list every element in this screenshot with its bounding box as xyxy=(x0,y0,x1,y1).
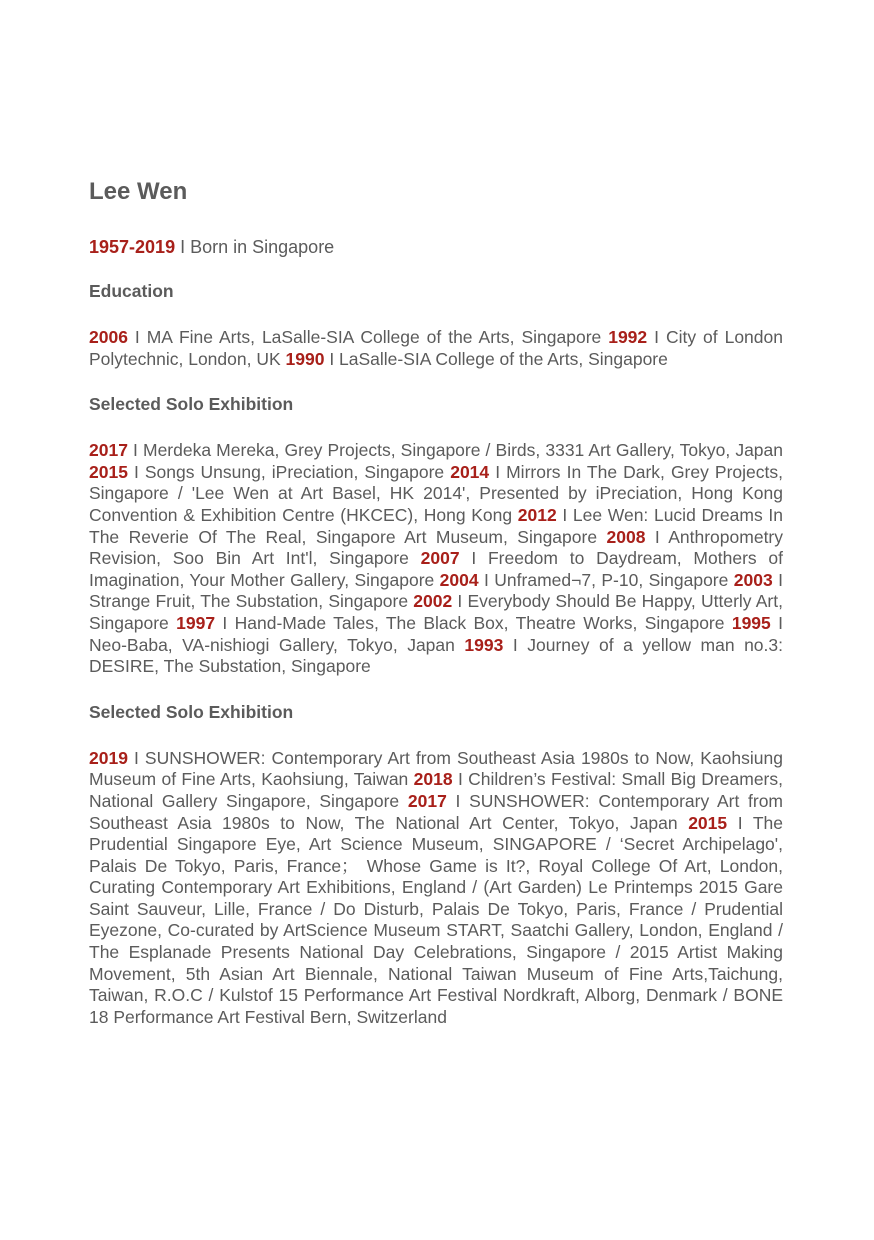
entry-year: 1990 xyxy=(285,348,325,369)
entry-year: 1997 xyxy=(176,612,216,633)
cv-page xyxy=(89,176,783,1050)
entry-text: I Everybody Should Be Happy, Utterly Art, Singapore xyxy=(89,591,783,633)
entry-text: I City of London Polytechnic, London, UK xyxy=(89,327,783,369)
entry-year: 2008 xyxy=(606,526,646,547)
entry-text: I The Prudential Singapore Eye, Art Science Museum, SINGAPORE / ‘Secret Archipelago', Palais De Tokyo, Paris, France； Whose Game is It?, Royal College Of Art, London, Curating Contemporary Art Exhibitions, England / (Art Garden) Le Printemps 2015 Gare Saint Sauveur, Lille, France / Do Disturb, Palais De Tokyo, Paris, France / Prudential Eyezone, Co-curated by ArtScience Museum START, Saatchi Gallery, London, England / The Esplanade Presents National Day Celebrations, Singapore / 2015 Artist Making Movement, 5th Asian Art Biennale, National Taiwan Museum of Fine Arts,Taichung, Taiwan, R.O.C / Kulstof 15 Performance Art Festival Nordkraft, Alborg, Denmark / BONE 18 Performance Art Festival Bern, Switzerland xyxy=(89,812,783,1027)
entry-text: I Journey of a yellow man no.3: DESIRE, The Substation, Singapore xyxy=(89,634,783,677)
entry-year: 2015 xyxy=(688,812,728,833)
entry-year: 2017 xyxy=(407,790,447,811)
entry-year: 2014 xyxy=(450,461,490,482)
entry-year: 1992 xyxy=(608,327,648,347)
cv-sections xyxy=(89,279,783,1028)
entry-text: I MA Fine Arts, LaSalle-SIA College of the Arts, Singapore xyxy=(127,327,609,347)
entry-year: 2004 xyxy=(439,569,479,590)
entry-year: 1995 xyxy=(731,612,771,633)
entry-text: I Children’s Festival: Small Big Dreamers, National Gallery Singapore, Singapore xyxy=(89,769,783,811)
section-heading: Education xyxy=(89,281,174,301)
entry-text: I SUNSHOWER: Contemporary Art from Southeast Asia 1980s to Now, The National Art Center, Tokyo, Japan xyxy=(89,790,784,833)
entry-year: 2012 xyxy=(517,504,557,525)
entry-year: 2003 xyxy=(733,569,773,590)
entry-text: I Hand-Made Tales, The Black Box, Theatre Works, Singapore xyxy=(215,612,732,633)
section-entries xyxy=(89,748,783,1029)
entry-text: I Merdeka Mereka, Grey Projects, Singapore / Birds, 3331 Art Gallery, Tokyo, Japan xyxy=(127,440,783,461)
entry-year: 2006 xyxy=(89,327,128,347)
entry-year: 2017 xyxy=(89,440,128,461)
entry-year: 2002 xyxy=(413,591,453,612)
entry-year: 1993 xyxy=(464,634,504,655)
entry-text: I Neo-Baba, VA-nishiogi Gallery, Tokyo, Japan xyxy=(89,612,783,655)
entry-text: I Songs Unsung, iPreciation, Singapore xyxy=(127,461,451,482)
entry-text: I LaSalle-SIA College of the Arts, Singapore xyxy=(324,348,668,369)
entry-text: I Lee Wen: Lucid Dreams In The Reverie Of The Real, Singapore Art Museum, Singapore xyxy=(89,504,783,547)
life-years: 1957-2019 xyxy=(89,237,176,257)
entry-year: 2018 xyxy=(413,769,453,790)
entry-text: I Strange Fruit, The Substation, Singapore xyxy=(89,569,783,612)
entry-year: 2019 xyxy=(89,747,128,768)
section-entries xyxy=(89,327,783,370)
entry-year: 2007 xyxy=(420,548,460,569)
entry-text: I Anthropometry Revision, Soo Bin Art Int'l, Singapore xyxy=(89,526,784,569)
entry-text: I SUNSHOWER: Contemporary Art from Southeast Asia 1980s to Now, Kaohsiung Museum of Fine Arts, Kaohsiung, Taiwan xyxy=(89,747,783,790)
entry-text: I Mirrors In The Dark, Grey Projects, Singapore / 'Lee Wen at Art Basel, HK 2014', Presented by iPreciation, Hong Kong Convention & Exhibition Centre (HKCEC), Hong Kong xyxy=(89,461,783,525)
born-text: I Born in Singapore xyxy=(175,237,335,257)
born-line xyxy=(89,235,783,259)
section-heading: Selected Solo Exhibition xyxy=(89,701,294,722)
artist-name: Lee Wen xyxy=(89,178,188,205)
entry-text: I Freedom to Daydream, Mothers of Imagination, Your Mother Gallery, Singapore xyxy=(89,548,783,590)
entry-text: I Unframed¬7, P-10, Singapore xyxy=(478,569,734,590)
entry-year: 2015 xyxy=(89,461,128,482)
section-entries xyxy=(89,440,783,678)
section-heading: Selected Solo Exhibition xyxy=(89,394,294,415)
